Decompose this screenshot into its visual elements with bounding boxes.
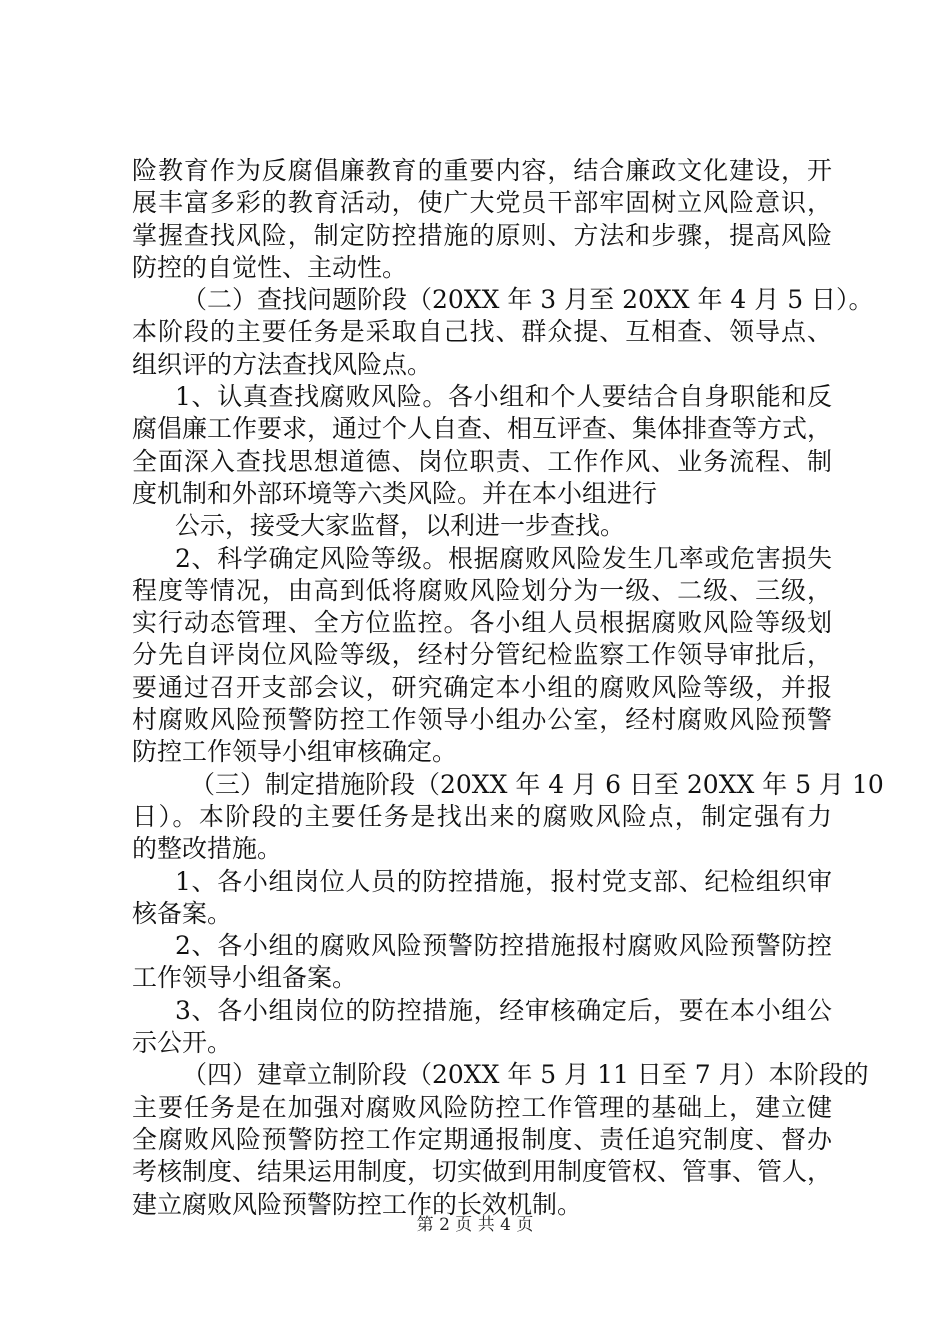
text-line: 1、各小组岗位人员的防控措施，报村党支部、纪检组织审 [175, 866, 832, 896]
text-line: 险教育作为反腐倡廉教育的重要内容，结合廉政文化建设，开 [132, 156, 832, 185]
text-line: （四）建章立制阶段（20XX 年 5 月 11 日至 7 月）本阶段的 [182, 1060, 869, 1090]
text-line: 主要任务是在加强对腐败风险防控工作管理的基础上，建立健 [132, 1092, 832, 1122]
text-line: 全面深入查找思想道德、岗位职责、工作作风、业务流程、制 [132, 446, 832, 476]
text-line: 全腐败风险预警防控工作定期通报制度、责任追究制度、督办 [132, 1124, 832, 1154]
text-line: 展丰富多彩的教育活动，使广大党员干部牢固树立风险意识， [132, 188, 832, 218]
text-line: 实行动态管理、全方位监控。各小组人员根据腐败风险等级划 [132, 608, 832, 638]
text-line: 防控工作领导小组审核确定。 [132, 737, 458, 767]
text-line: 2、科学确定风险等级。根据腐败风险发生几率或危害损失 [175, 543, 832, 573]
text-line: 掌握查找风险，制定防控措施的原则、方法和步骤，提高风险 [132, 220, 832, 250]
text-line: 考核制度、结果运用制度，切实做到用制度管权、管事、管人， [132, 1157, 833, 1187]
text-line: 1、认真查找腐败风险。各小组和个人要结合自身职能和反 [175, 382, 832, 412]
text-line: 腐倡廉工作要求，通过个人自查、相互评查、集体排查等方式， [132, 414, 833, 444]
text-line: 公示，接受大家监督，以利进一步查找。 [175, 511, 626, 541]
text-line: 2、各小组的腐败风险预警防控措施报村腐败风险预警防控 [175, 931, 832, 961]
text-line: 度机制和外部环境等六类风险。并在本小组进行 [132, 478, 658, 508]
document-body [132, 155, 884, 1221]
text-line: 工作领导小组备案。 [132, 963, 358, 993]
text-line: 核备案。 [132, 898, 233, 928]
text-line: 示公开。 [132, 1028, 233, 1058]
text-line: 3、各小组岗位的防控措施，经审核确定后，要在本小组公 [175, 995, 832, 1025]
text-line: 要通过召开支部会议，研究确定本小组的腐败风险等级，并报 [132, 672, 832, 702]
text-line: （二）查找问题阶段（20XX 年 3 月至 20XX 年 4 月 5 日）。 [182, 285, 874, 315]
text-line: 建立腐败风险预警防控工作的长效机制。 [132, 1189, 583, 1219]
text-line: 防控的自觉性、主动性。 [132, 252, 408, 282]
text-line: 村腐败风险预警防控工作领导小组办公室，经村腐败风险预警 [132, 705, 832, 735]
text-line: 组织评的方法查找风险点。 [132, 349, 433, 379]
text-line: 的整改措施。 [132, 834, 283, 864]
text-line: 日）。本阶段的主要任务是找出来的腐败风险点，制定强有力 [132, 801, 832, 831]
page-footer: 第 2 页 共 4 页 [416, 1215, 534, 1235]
text-line: 分先自评岗位风险等级，经村分管纪检监察工作领导审批后， [132, 640, 832, 670]
text-line: 本阶段的主要任务是采取自己找、群众提、互相查、领导点、 [132, 317, 832, 347]
text-line: 程度等情况，由高到低将腐败风险划分为一级、二级、三级， [132, 575, 832, 605]
text-line: （三）制定措施阶段（20XX 年 4 月 6 日至 20XX 年 5 月 10 [190, 769, 884, 799]
